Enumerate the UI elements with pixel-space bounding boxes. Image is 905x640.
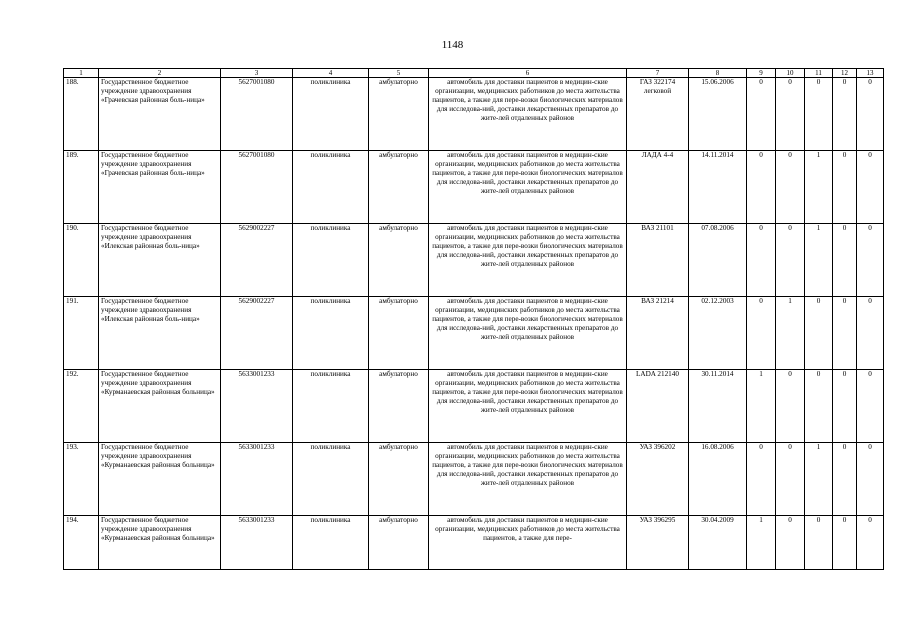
department: поликлиника [293, 151, 369, 224]
organization-code: 5627001080 [221, 78, 293, 151]
row-number: 191. [64, 297, 99, 370]
page-number: 1148 [441, 39, 464, 51]
vehicle-model: ГАЗ 322174 легковой [627, 78, 689, 151]
table-row [64, 297, 884, 370]
column-header: 7 [627, 69, 689, 78]
column-header: 10 [776, 69, 805, 78]
value-col-10: 0 [776, 224, 805, 297]
value-col-13: 0 [857, 78, 884, 151]
organization-name: Государственное бюджетное учреждение здравоохранения «Грачевская районная боль-ница» [99, 78, 221, 151]
row-number: 190. [64, 224, 99, 297]
value-col-12: 0 [833, 78, 857, 151]
department: поликлиника [293, 443, 369, 516]
organization-name: Государственное бюджетное учреждение здравоохранения «Курманаевская районная больница» [99, 516, 221, 570]
vehicle-purpose: автомобиль для доставки пациентов в медицин-ские организации, медицинских работников до места жительства пациентов, а также для пере-возки биологических материалов для исследова-ний, доставки лекарственных препаратов до жите-лей отдаленных районов [429, 151, 627, 224]
value-col-11: 1 [805, 151, 833, 224]
value-col-13: 0 [857, 370, 884, 443]
vehicle-purpose: автомобиль для доставки пациентов в медицин-ские организации, медицинских работников до места жительства пациентов, а также для пере-возки биологических материалов для исследова-ний, доставки лекарственных препаратов до жите-лей отдаленных районов [429, 370, 627, 443]
column-header: 11 [805, 69, 833, 78]
organization-code: 5629002227 [221, 297, 293, 370]
value-col-13: 0 [857, 516, 884, 570]
table-row [64, 370, 884, 443]
row-number: 189. [64, 151, 99, 224]
column-header: 3 [221, 69, 293, 78]
organization-name: Государственное бюджетное учреждение здравоохранения «Курманаевская районная больница» [99, 443, 221, 516]
department: поликлиника [293, 78, 369, 151]
column-header: 9 [747, 69, 776, 78]
value-col-13: 0 [857, 297, 884, 370]
column-header: 2 [99, 69, 221, 78]
organization-code: 5633001233 [221, 516, 293, 570]
column-number-row [64, 69, 884, 78]
care-type: амбулаторно [369, 78, 429, 151]
value-col-10: 0 [776, 370, 805, 443]
organization-name: Государственное бюджетное учреждение здравоохранения «Курманаевская районная больница» [99, 370, 221, 443]
row-number: 188. [64, 78, 99, 151]
care-type: амбулаторно [369, 297, 429, 370]
value-col-12: 0 [833, 297, 857, 370]
acquisition-date: 16.08.2006 [689, 443, 747, 516]
column-header: 6 [429, 69, 627, 78]
acquisition-date: 30.04.2009 [689, 516, 747, 570]
value-col-12: 0 [833, 370, 857, 443]
table-row [64, 443, 884, 516]
value-col-9: 0 [747, 443, 776, 516]
vehicle-purpose: автомобиль для доставки пациентов в медицин-ские организации, медицинских работников до места жительства пациентов, а также для пере- [429, 516, 627, 570]
row-number: 193. [64, 443, 99, 516]
acquisition-date: 15.06.2006 [689, 78, 747, 151]
acquisition-date: 14.11.2014 [689, 151, 747, 224]
value-col-12: 0 [833, 224, 857, 297]
value-col-9: 0 [747, 297, 776, 370]
vehicle-purpose: автомобиль для доставки пациентов в медицин-ские организации, медицинских работников до места жительства пациентов, а также для пере-возки биологических материалов для исследова-ний, доставки лекарственных препаратов до жите-лей отдаленных районов [429, 443, 627, 516]
value-col-9: 1 [747, 516, 776, 570]
value-col-11: 0 [805, 297, 833, 370]
column-header: 12 [833, 69, 857, 78]
column-header: 13 [857, 69, 884, 78]
value-col-10: 0 [776, 516, 805, 570]
value-col-10: 0 [776, 78, 805, 151]
acquisition-date: 02.12.2003 [689, 297, 747, 370]
care-type: амбулаторно [369, 151, 429, 224]
value-col-12: 0 [833, 443, 857, 516]
value-col-11: 0 [805, 516, 833, 570]
value-col-10: 1 [776, 297, 805, 370]
care-type: амбулаторно [369, 224, 429, 297]
register-table [63, 68, 884, 570]
row-number: 194. [64, 516, 99, 570]
vehicle-purpose: автомобиль для доставки пациентов в медицин-ские организации, медицинских работников до места жительства пациентов, а также для пере-возки биологических материалов для исследова-ний, доставки лекарственных препаратов до жите-лей отдаленных районов [429, 224, 627, 297]
column-header: 1 [64, 69, 99, 78]
value-col-13: 0 [857, 443, 884, 516]
value-col-10: 0 [776, 443, 805, 516]
department: поликлиника [293, 370, 369, 443]
vehicle-model: УАЗ 396202 [627, 443, 689, 516]
organization-code: 5633001233 [221, 370, 293, 443]
value-col-13: 0 [857, 224, 884, 297]
value-col-9: 0 [747, 78, 776, 151]
value-col-9: 0 [747, 224, 776, 297]
value-col-10: 0 [776, 151, 805, 224]
row-number: 192. [64, 370, 99, 443]
care-type: амбулаторно [369, 516, 429, 570]
value-col-11: 0 [805, 370, 833, 443]
care-type: амбулаторно [369, 370, 429, 443]
care-type: амбулаторно [369, 443, 429, 516]
acquisition-date: 30.11.2014 [689, 370, 747, 443]
value-col-12: 0 [833, 516, 857, 570]
organization-code: 5633001233 [221, 443, 293, 516]
organization-code: 5629002227 [221, 224, 293, 297]
value-col-13: 0 [857, 151, 884, 224]
table-row [64, 224, 884, 297]
organization-name: Государственное бюджетное учреждение здравоохранения «Илекская районная боль-ница» [99, 224, 221, 297]
value-col-9: 0 [747, 151, 776, 224]
value-col-12: 0 [833, 151, 857, 224]
value-col-9: 1 [747, 370, 776, 443]
vehicle-model: ЛАДА 4-4 [627, 151, 689, 224]
vehicle-model: УАЗ 396295 [627, 516, 689, 570]
value-col-11: 1 [805, 224, 833, 297]
vehicle-model: LADA 212140 [627, 370, 689, 443]
organization-code: 5627001080 [221, 151, 293, 224]
table-row [64, 516, 884, 570]
column-header: 8 [689, 69, 747, 78]
vehicle-model: ВАЗ 21101 [627, 224, 689, 297]
column-header: 5 [369, 69, 429, 78]
department: поликлиника [293, 224, 369, 297]
organization-name: Государственное бюджетное учреждение здравоохранения «Грачевская районная боль-ница» [99, 151, 221, 224]
column-header: 4 [293, 69, 369, 78]
value-col-11: 0 [805, 78, 833, 151]
department: поликлиника [293, 516, 369, 570]
table-row [64, 151, 884, 224]
vehicle-purpose: автомобиль для доставки пациентов в медицин-ские организации, медицинских работников до места жительства пациентов, а также для пере-возки биологических материалов для исследова-ний, доставки лекарственных препаратов до жите-лей отдаленных районов [429, 297, 627, 370]
organization-name: Государственное бюджетное учреждение здравоохранения «Илекская районная боль-ница» [99, 297, 221, 370]
vehicle-model: ВАЗ 21214 [627, 297, 689, 370]
department: поликлиника [293, 297, 369, 370]
acquisition-date: 07.08.2006 [689, 224, 747, 297]
value-col-11: 1 [805, 443, 833, 516]
table-row [64, 78, 884, 151]
vehicle-purpose: автомобиль для доставки пациентов в медицин-ские организации, медицинских работников до места жительства пациентов, а также для пере-возки биологических материалов для исследова-ний, доставки лекарственных препаратов до жите-лей отдаленных районов [429, 78, 627, 151]
